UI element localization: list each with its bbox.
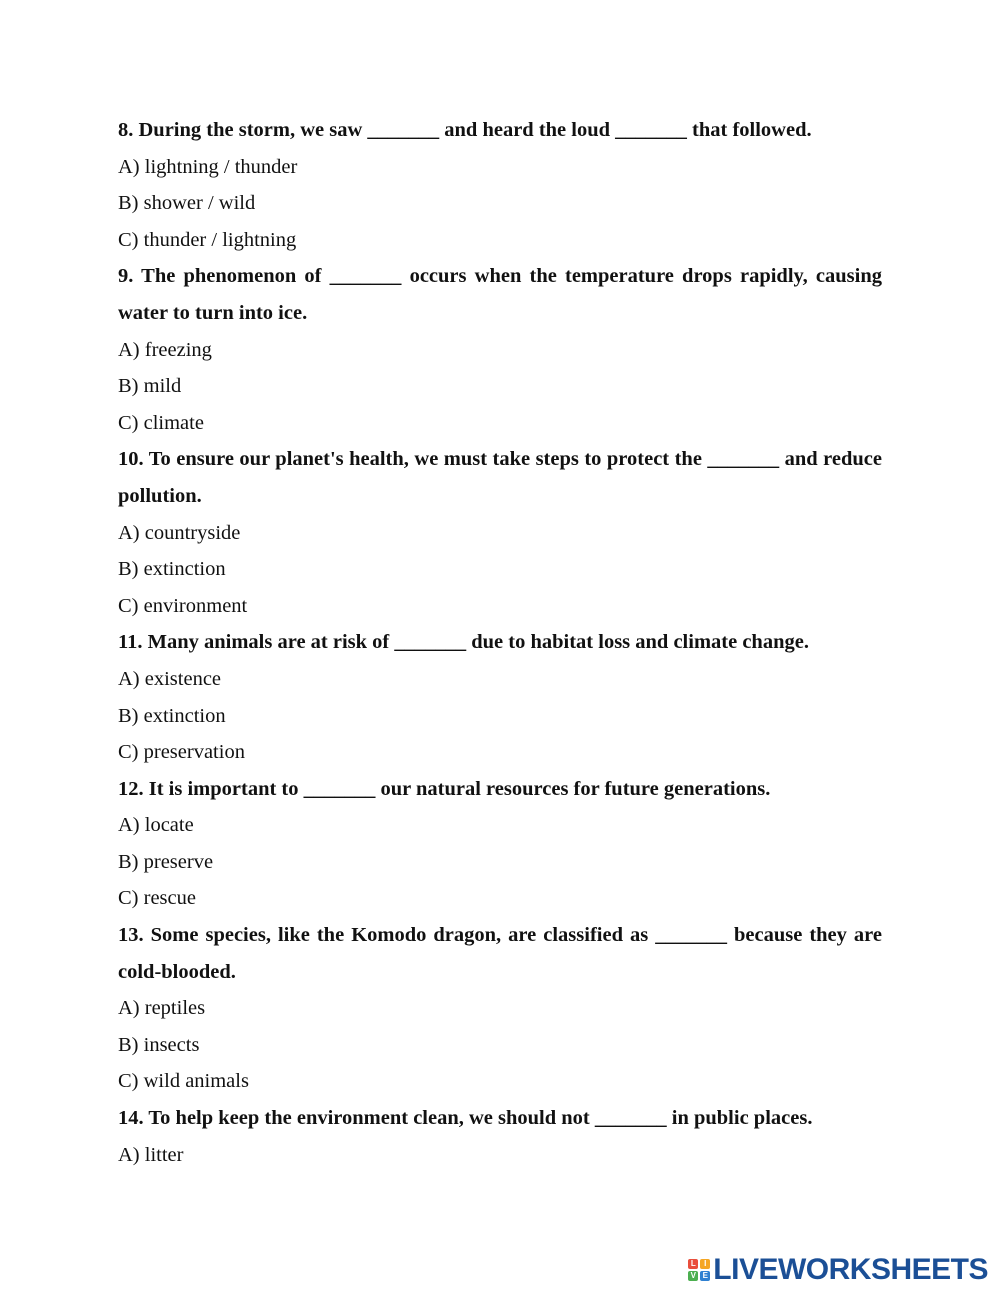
answer-option: A) lightning / thunder: [118, 155, 298, 178]
answer-option: A) litter: [118, 1143, 184, 1166]
question-block: [118, 624, 882, 770]
question-block: [118, 1100, 882, 1173]
question-block: [118, 258, 882, 441]
logo-mark-cell: I: [700, 1259, 710, 1269]
question-block: [118, 441, 882, 624]
question-prompt: 13. Some species, like the Komodo dragon, are classified as _______ because they are cold-blooded.: [118, 924, 882, 983]
question-block: [118, 917, 882, 1100]
logo-mark-cell: L: [688, 1259, 698, 1269]
question-block: [118, 112, 882, 258]
question-prompt: 9. The phenomenon of _______ occurs when the temperature drops rapidly, causing water to turn into ice.: [118, 265, 882, 324]
logo-mark-icon: [688, 1259, 710, 1281]
question-prompt: 14. To help keep the environment clean, we should not _______ in public places.: [118, 1107, 813, 1130]
logo-mark-cell: V: [688, 1271, 698, 1281]
question-prompt: 10. To ensure our planet's health, we must take steps to protect the _______ and reduce pollution.: [118, 448, 882, 507]
logo-text: LIVEWORKSHEETS: [713, 1253, 988, 1286]
answer-option: C) thunder / lightning: [118, 228, 297, 251]
answer-option: C) rescue: [118, 887, 196, 910]
answer-option: C) climate: [118, 411, 204, 434]
question-block: [118, 771, 882, 917]
answer-option: B) shower / wild: [118, 192, 256, 215]
answer-option: A) existence: [118, 667, 222, 690]
answer-option: A) reptiles: [118, 997, 206, 1020]
question-list: [118, 112, 882, 1173]
liveworksheets-logo: [688, 1252, 988, 1288]
answer-option: A) freezing: [118, 338, 212, 361]
answer-option: B) mild: [118, 375, 182, 398]
question-prompt: 8. During the storm, we saw _______ and heard the loud _______ that followed.: [118, 119, 812, 141]
answer-option: B) extinction: [118, 558, 226, 581]
answer-option: C) preservation: [118, 741, 245, 764]
logo-mark-cell: E: [700, 1271, 710, 1281]
question-prompt: 12. It is important to _______ our natural resources for future generations.: [118, 777, 771, 800]
answer-option: B) extinction: [118, 704, 226, 727]
question-prompt: 11. Many animals are at risk of _______ due to habitat loss and climate change.: [118, 631, 809, 654]
answer-option: A) locate: [118, 814, 194, 837]
answer-option: B) insects: [118, 1033, 200, 1056]
answer-option: A) countryside: [118, 521, 241, 544]
answer-option: C) environment: [118, 594, 248, 617]
answer-option: C) wild animals: [118, 1070, 249, 1093]
worksheet-page: [118, 112, 882, 1173]
answer-option: B) preserve: [118, 850, 214, 873]
